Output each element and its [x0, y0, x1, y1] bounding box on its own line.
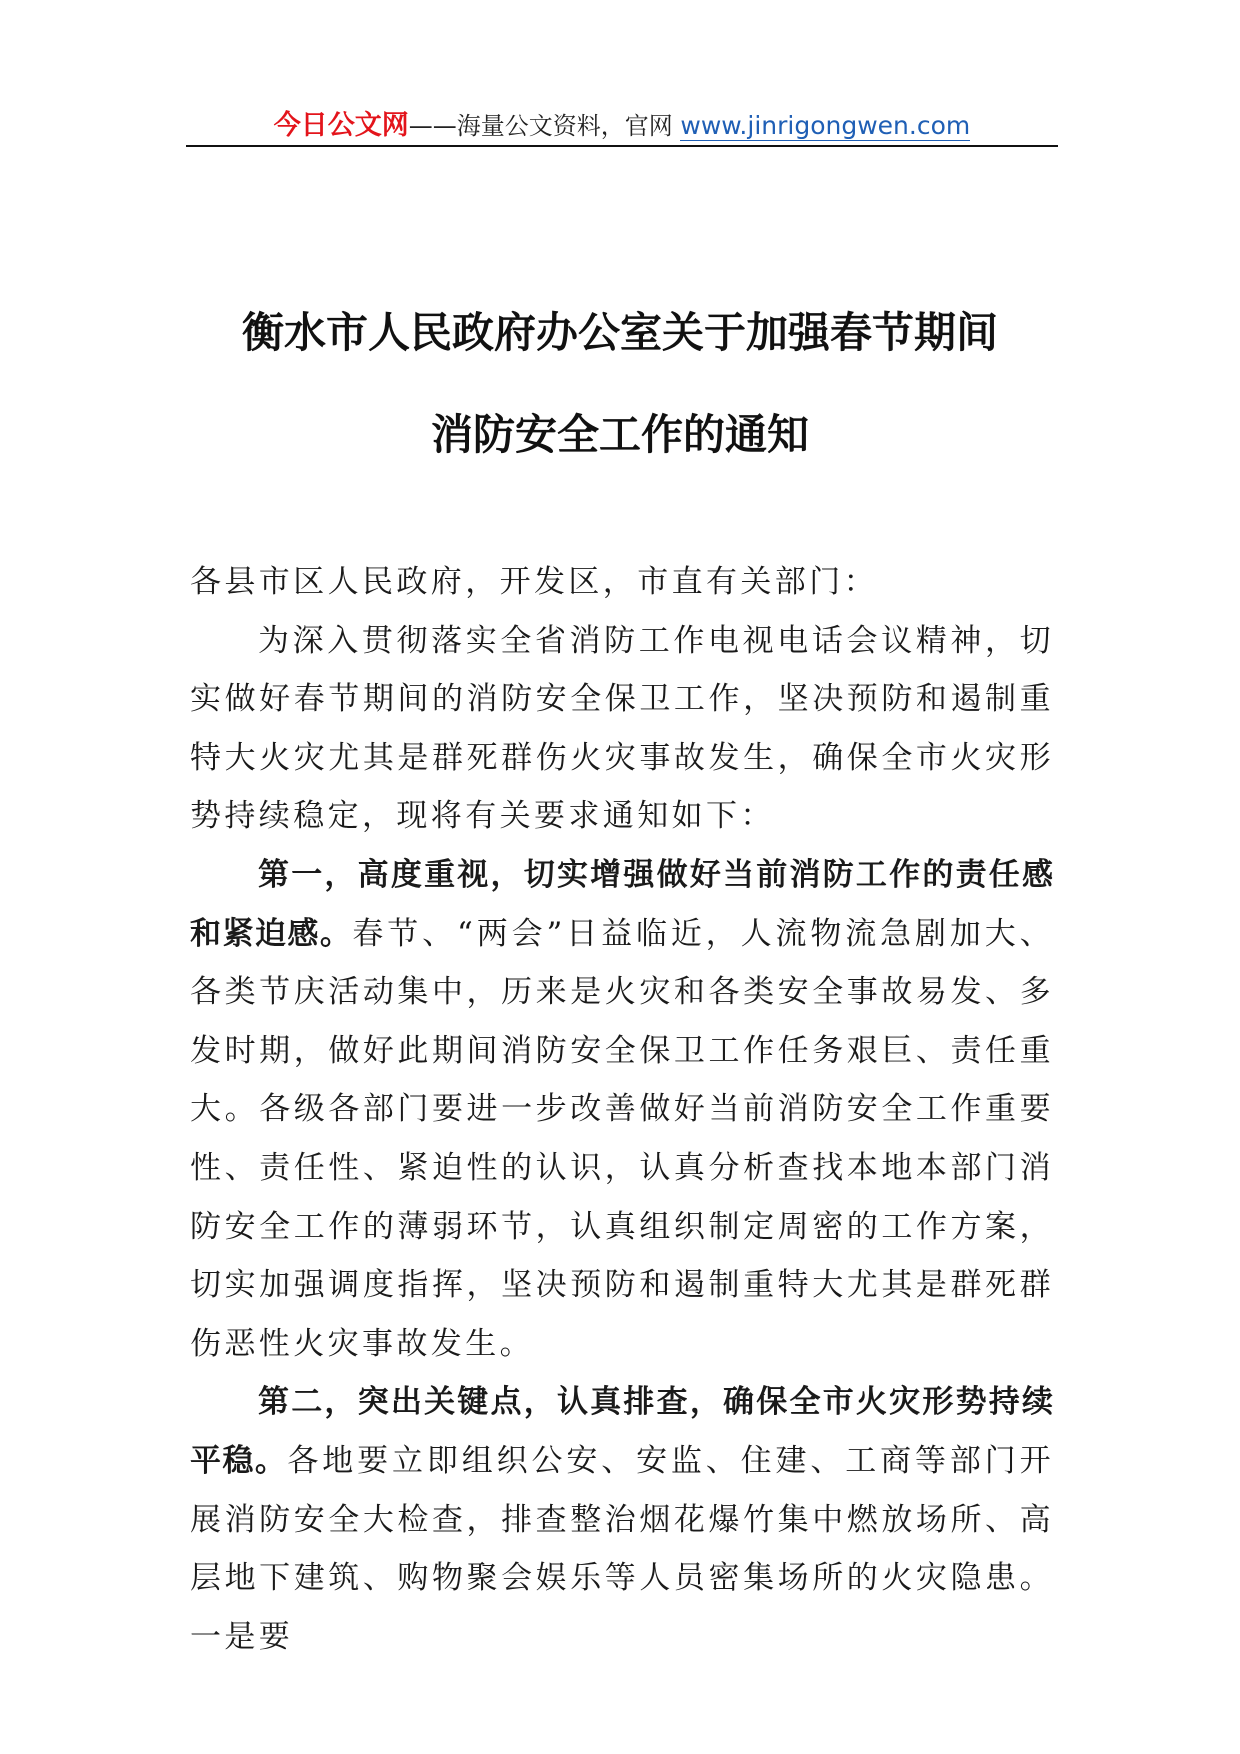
section-2-body: 各地要立即组织公安、安监、住建、工商等部门开展消防安全大检查，排查整治烟花爆竹集中燃放场所、高层地下建筑、购物聚会娱乐等人员密集场所的火灾隐患。一是要	[190, 1442, 1054, 1655]
document-body	[190, 553, 1054, 1666]
section-1-paragraph	[190, 846, 1054, 1373]
salutation: 各县市区人民政府，开发区，市直有关部门：	[190, 564, 878, 600]
site-url-link[interactable]: www.jinrigongwen.com	[680, 111, 971, 140]
document-title-line-1: 衡水市人民政府办公室关于加强春节期间	[241, 308, 998, 357]
document-title-line-2: 消防安全工作的通知	[430, 410, 809, 459]
site-header	[186, 103, 1058, 147]
section-1-body: 春节、“两会”日益临近，人流物流急剧加大、各类节庆活动集中，历来是火灾和各类安全事故易发、多发时期，做好此期间消防安全保卫工作任务艰巨、责任重大。各级各部门要进一步改善做好当前消防安全工作重要性、责任性、紧迫性的认识，认真分析查找本地本部门消防安全工作的薄弱环节，认真组织制定周密的工作方案，切实加强调度指挥，坚决预防和遏制重特大尤其是群死群伤恶性火灾事故发生。	[190, 915, 1054, 1362]
section-1-heading-end: 和紧迫感。	[190, 915, 353, 952]
site-tagline: ——海量公文资料，官网	[408, 112, 681, 140]
section-2-paragraph	[190, 1373, 1054, 1666]
section-1-heading: 第一，高度重视，切实增强做好当前消防工作的责任感	[258, 856, 1054, 893]
site-brand[interactable]: 今日公文网	[273, 110, 409, 141]
section-2-heading: 第二，突出关键点，认真排查，确保全市火灾形势持续	[258, 1384, 1054, 1421]
intro-paragraph: 为深入贯彻落实全省消防工作电视电话会议精神，切实做好春节期间的消防安全保卫工作，坚决预防和遏制重特大火灾尤其是群死群伤火灾事故发生，确保全市火灾形势持续稳定，现将有关要求通知如下：	[190, 622, 1054, 835]
section-2-heading-end: 平稳。	[190, 1442, 288, 1479]
